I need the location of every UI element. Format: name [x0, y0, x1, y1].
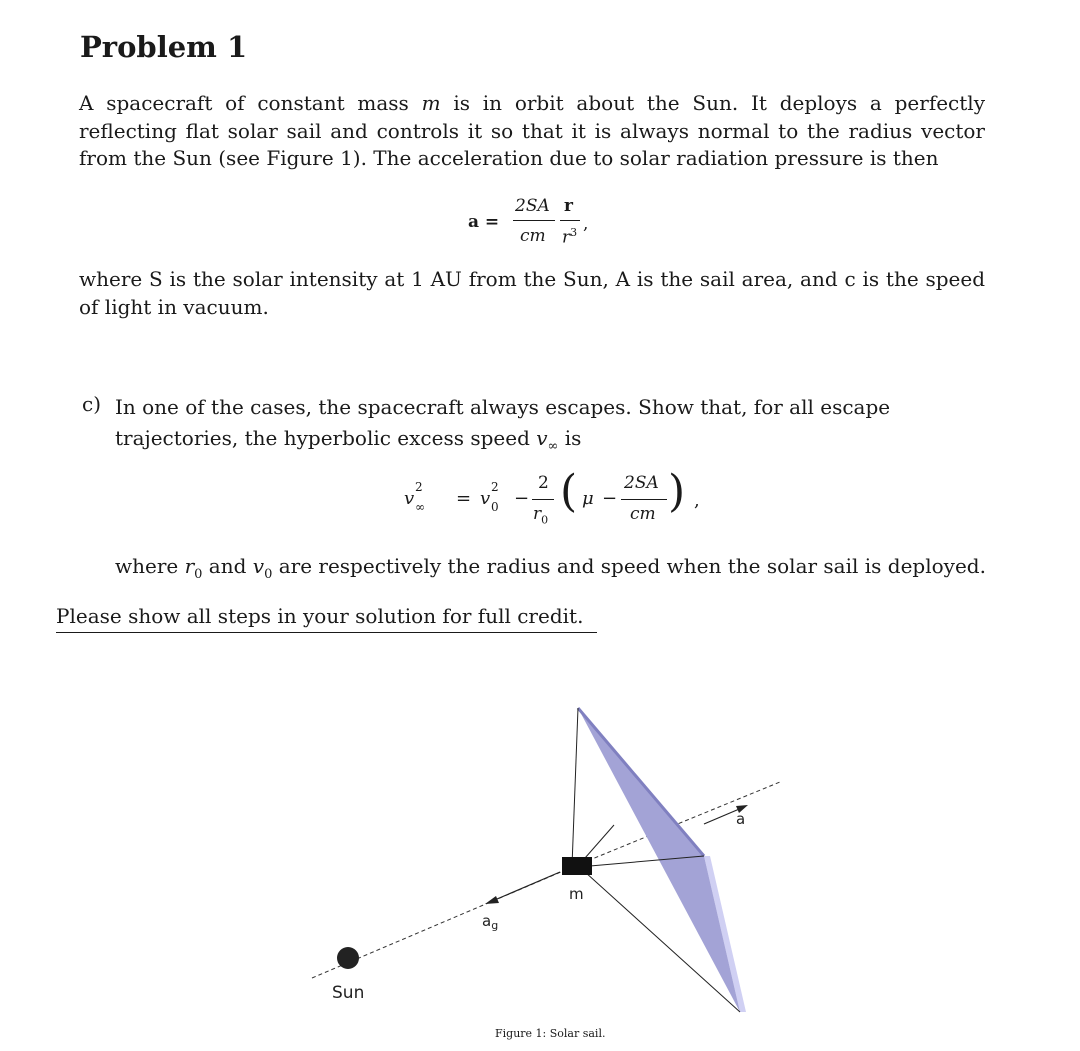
eq1-lhs: a = [468, 212, 500, 232]
equation-excess-speed [404, 466, 724, 536]
eq2-lhs: v [404, 488, 415, 509]
spacecraft-mass [562, 857, 592, 875]
eq2-rparen: ) [668, 466, 686, 517]
sail-top-edge [578, 708, 704, 856]
intro-paragraph [79, 90, 985, 173]
eq2-frac1-num: 2 [538, 473, 549, 493]
eq2-minus2: − [602, 488, 618, 509]
eq1-comma: , [583, 214, 589, 234]
eq1-num2: r [564, 196, 573, 216]
eq2-frac2-den: cm [630, 504, 656, 524]
eq2-minus: − [514, 488, 530, 509]
eq1-den2: $r^3$ [562, 226, 578, 248]
part-c-text [115, 392, 1005, 462]
mass-variable: m [421, 91, 441, 115]
a-label: a [736, 810, 746, 828]
part-c-text-1: In one of the cases, the spacecraft always escapes. Show that, for all escape trajectories, the hyperbolic excess speed [115, 395, 891, 450]
ag-label: $a_g$ [482, 912, 499, 932]
definitions-paragraph: where S is the solar intensity at 1 AU from the Sun, A is the sail area, and c is the speed of light in vacuum. [79, 267, 985, 319]
eq2-frac1-den: $r_0$ [533, 504, 549, 527]
sun-icon [337, 947, 359, 969]
eq2-rhs-v: v [480, 488, 491, 509]
instructions-note: Please show all steps in your solution for full credit. [56, 604, 584, 628]
intro-text-1: A spacecraft of constant mass [79, 91, 422, 115]
eq2-equals: = [456, 488, 472, 509]
eq2-mu: μ [582, 488, 594, 509]
mass-label: m [569, 885, 584, 903]
note-underline [56, 632, 597, 633]
equation-acceleration [468, 196, 608, 252]
ag-arrow-line [490, 872, 560, 902]
eq2-lhs-sub: ∞ [415, 500, 425, 514]
problem-title: Problem 1 [80, 30, 248, 64]
eq1-num1: 2SA [515, 196, 550, 216]
shroud-line-top [572, 708, 578, 866]
part-c-text-2: is [558, 426, 582, 450]
eq2-lparen: ( [560, 466, 578, 517]
solar-sail-figure [0, 640, 1080, 1051]
eq1-den1: cm [520, 226, 546, 246]
intro-text-2: is in orbit about the Sun. It deploys a perfectly reflecting flat solar sail and controls it so that it is always normal to the radius vector from the Sun (see Figure 1). The acceleration due to solar radiation pressure is then [79, 91, 985, 170]
eq2-comma: , [694, 490, 700, 511]
vinf-symbol: $v_\infty$ [536, 426, 559, 454]
sun-label: Sun [332, 983, 365, 1003]
eq2-rhs-sup: 2 [491, 480, 499, 494]
part-c-label: c) [82, 392, 102, 416]
figure-caption: Figure 1: Solar sail. [495, 1027, 606, 1040]
eq2-frac2-num: 2SA [624, 473, 659, 493]
ag-arrow-head [485, 896, 499, 904]
eq2-lhs-sup: 2 [415, 480, 423, 494]
deployment-definitions: where $r_0$ and $v_0$ are respectively the radius and speed when the solar sail is deployed. [115, 554, 986, 582]
eq2-rhs-sub: 0 [491, 500, 499, 514]
